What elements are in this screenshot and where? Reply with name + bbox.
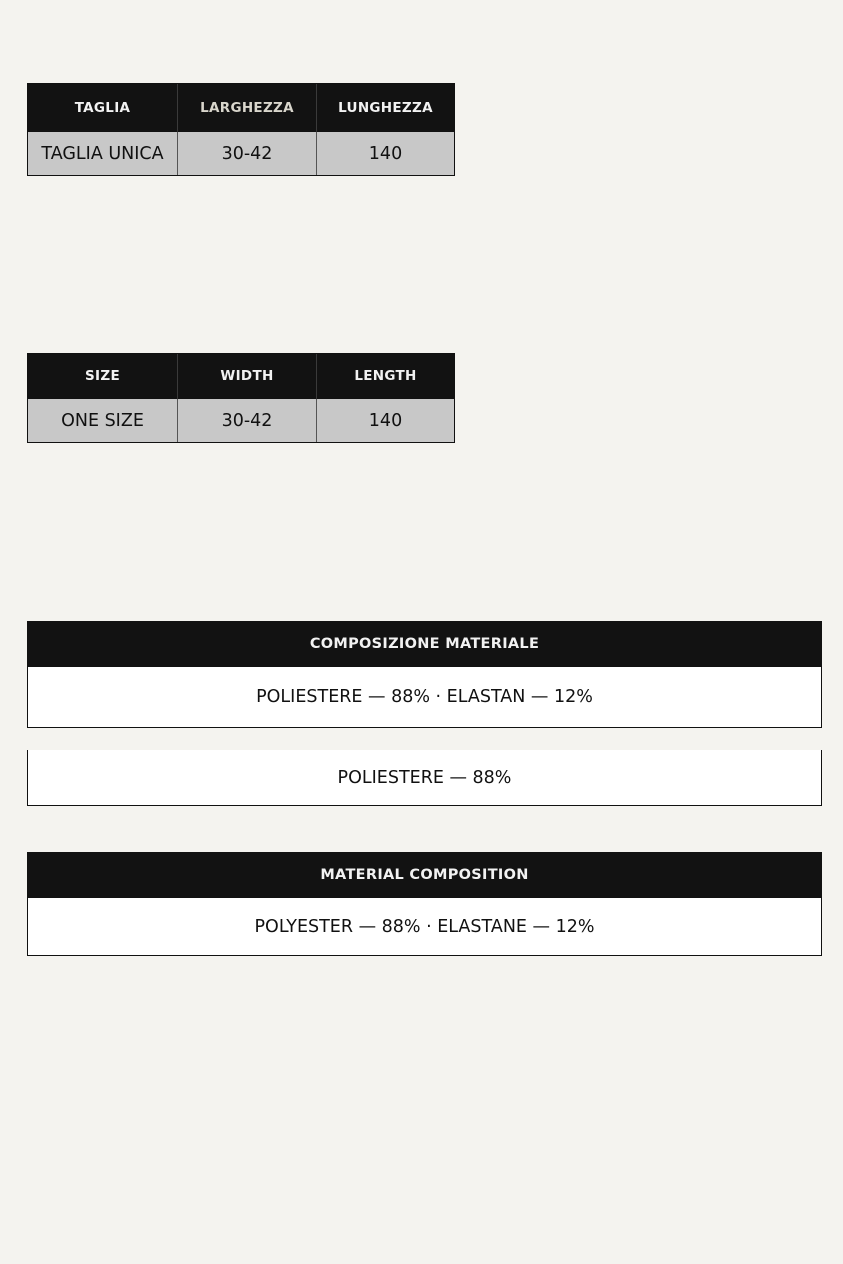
size-header-length: LENGTH [316, 354, 454, 398]
size-value-size: ONE SIZE [28, 398, 177, 442]
size-table-italian [27, 83, 455, 176]
size-header-width: WIDTH [177, 354, 316, 398]
size-header-larghezza: LARGHEZZA [177, 84, 316, 131]
composition-header-italian: COMPOSIZIONE MATERIALE [27, 621, 822, 667]
size-table-english [27, 353, 455, 443]
composition-header-english: MATERIAL COMPOSITION [27, 852, 822, 898]
size-header-lunghezza: LUNGHEZZA [316, 84, 454, 131]
composition-secondary-value-italian: POLIESTERE — 88% [27, 750, 822, 806]
composition-value-english: POLYESTER — 88% · ELASTANE — 12% [27, 897, 822, 956]
size-value-width: 30-42 [177, 398, 316, 442]
size-value-taglia: TAGLIA UNICA [28, 131, 177, 175]
composition-value-italian: POLIESTERE — 88% · ELASTAN — 12% [27, 666, 822, 728]
size-header-size: SIZE [28, 354, 177, 398]
size-value-larghezza: 30-42 [177, 131, 316, 175]
size-value-length: 140 [316, 398, 454, 442]
size-value-lunghezza: 140 [316, 131, 454, 175]
size-header-taglia: TAGLIA [28, 84, 177, 131]
